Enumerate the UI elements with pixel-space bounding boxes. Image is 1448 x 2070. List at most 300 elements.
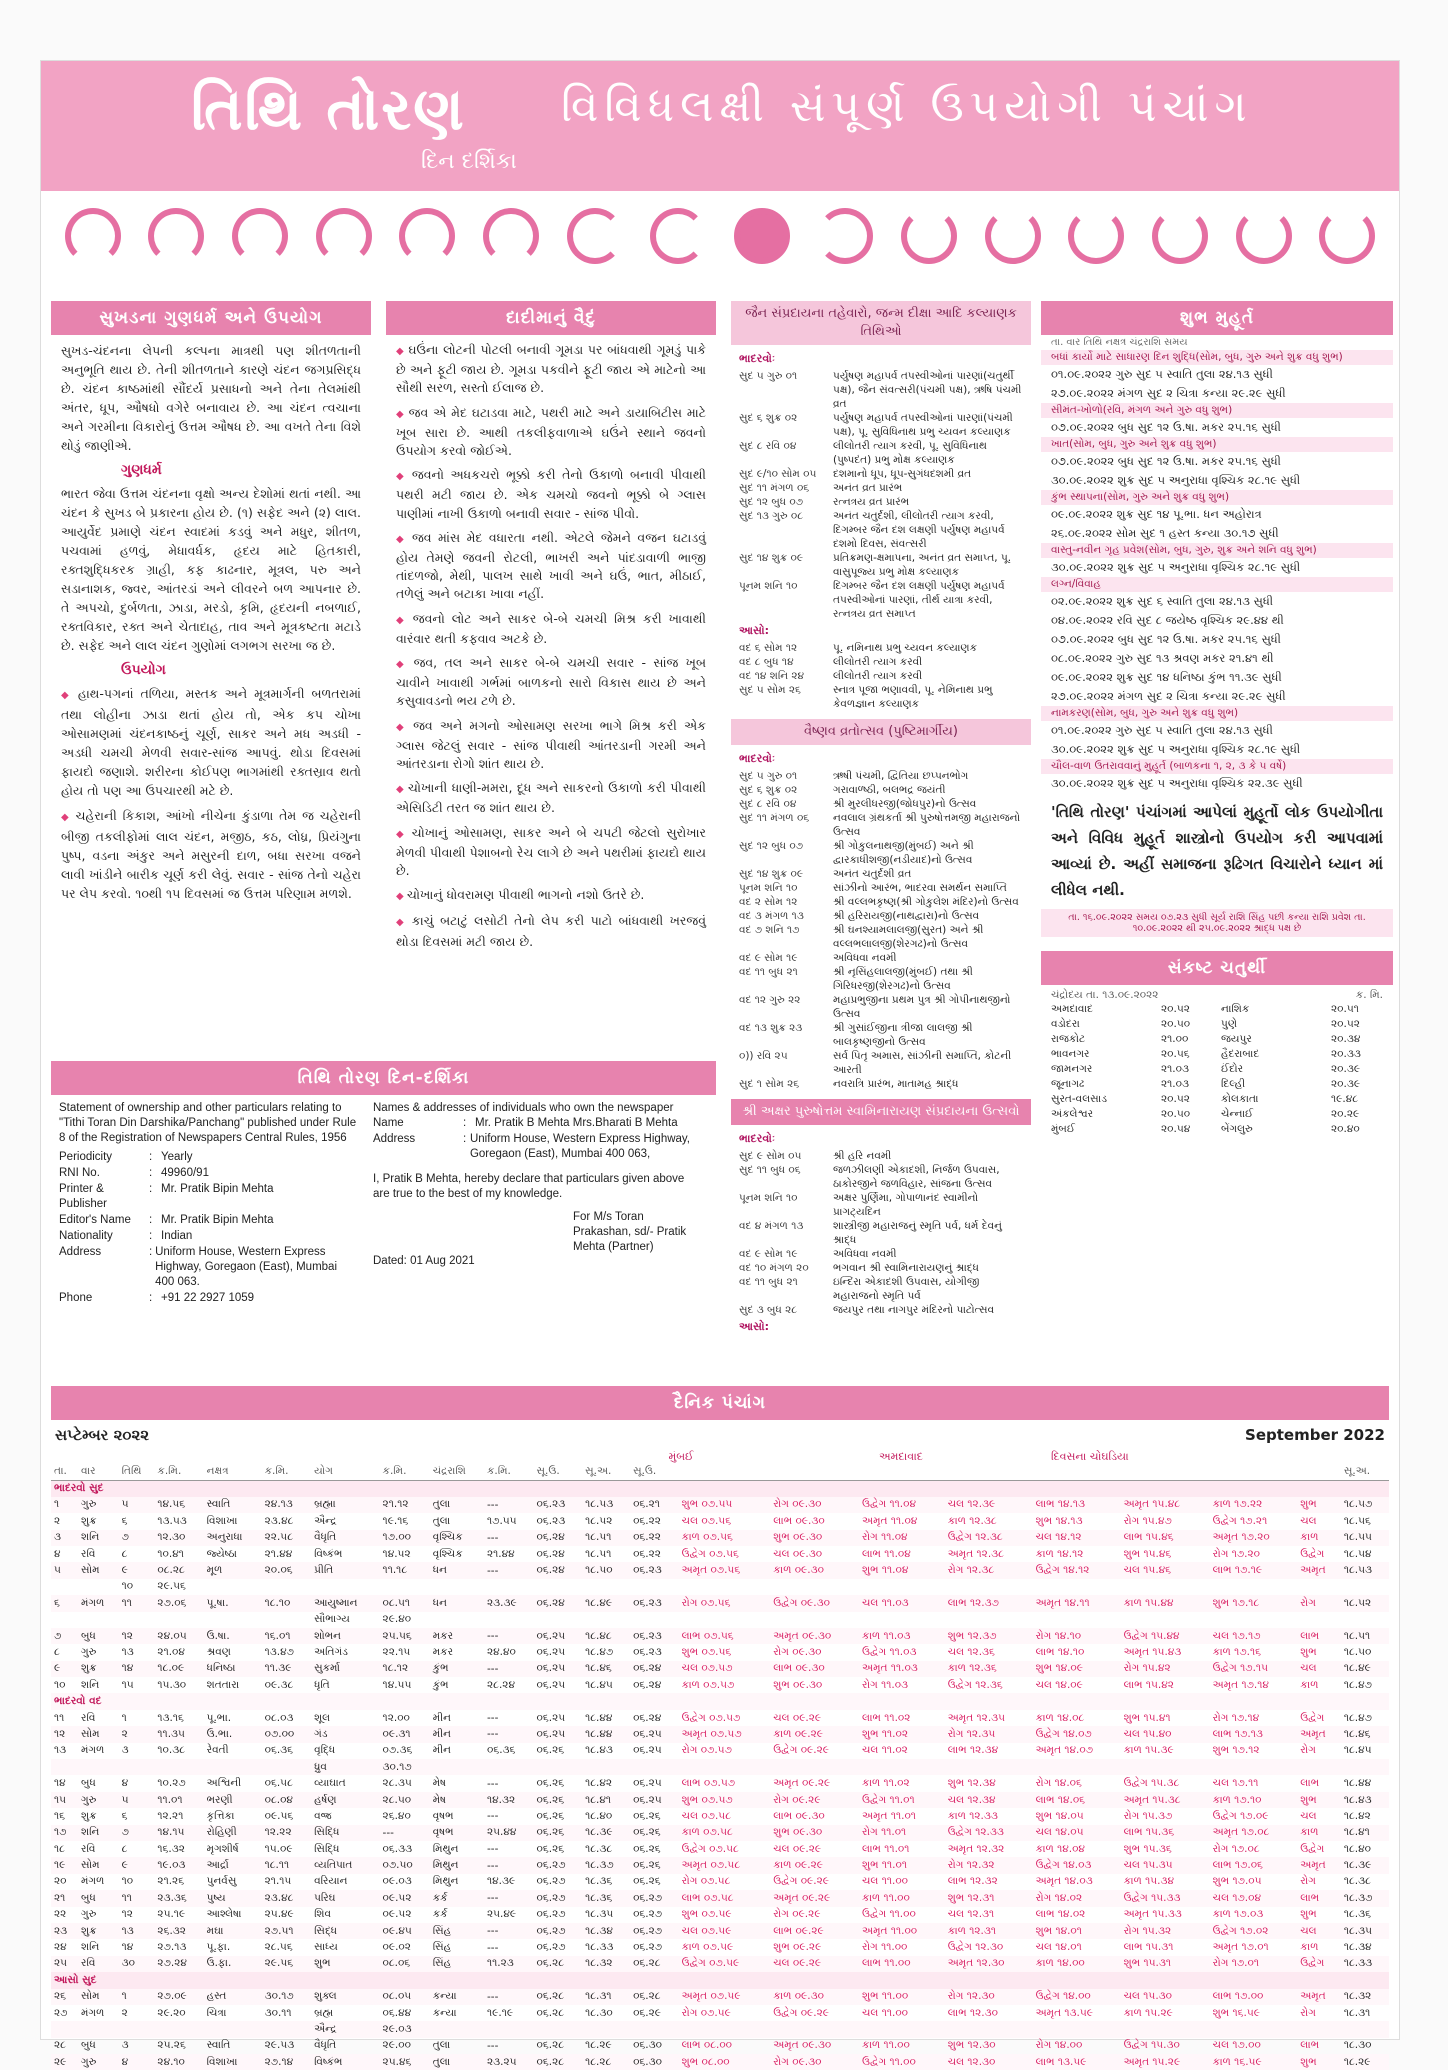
table-cell: શનિ: [81, 1678, 100, 1691]
table-cell: લાભ: [1297, 1628, 1341, 1644]
month-label: ભાદરવોઃ: [739, 752, 776, 765]
moon-phase-icon: [232, 208, 288, 264]
table-cell: ૨૮.૫૦: [380, 1792, 430, 1808]
column-header: તિથિ: [121, 1465, 142, 1478]
festival-text: અવિધવા નવમી: [833, 1248, 897, 1260]
table-cell: ૯: [51, 1661, 78, 1677]
muhurat-row: ૦૨.૦૯.૨૦૨૨ શુક્ર સુદ ૬ સ્વાતિ તુલા ૨૪.૧૩ સુધી: [1051, 594, 1274, 608]
table-cell: તુલા: [432, 2039, 451, 2052]
table-cell: મીન: [430, 1726, 484, 1742]
table-cell: લાભ ૧૪.૦૨: [1035, 1908, 1086, 1921]
table-cell: ૨૧.૪૪: [264, 1547, 293, 1560]
table-cell: ૧૮.૪૨: [1343, 1809, 1371, 1822]
month-label: ભાદરવોઃ: [739, 352, 776, 365]
table-cell: ---: [484, 1661, 534, 1677]
table-cell: [630, 2021, 679, 2037]
table-cell: લાભ ૦૯.૨૯: [770, 1923, 859, 1939]
table-cell: ઉદ્વેગ ૧૪.૦૭: [1033, 1726, 1121, 1742]
table-cell: લાભ ૦૮.૦૦: [681, 2039, 732, 2052]
table-cell: ૦૬.૨૪: [633, 1711, 662, 1724]
table-cell: ૦૬.૨૨: [633, 1547, 661, 1560]
table-cell: [204, 1612, 262, 1628]
table-cell: ૦૬.૨૭: [633, 1941, 663, 1954]
table-cell: કાળ ૦૯.૨૯: [770, 1726, 859, 1742]
table-cell: રોગ ૧૨.૩૮: [945, 1562, 1033, 1578]
sankasht-row: [1051, 1017, 1383, 1032]
table-cell: મિથુન: [430, 1857, 484, 1873]
table-cell: લાભ ૧૭.૧૯: [1210, 1562, 1298, 1578]
table-cell: ગુરુ: [78, 2054, 119, 2070]
table-cell: કાળ ૧૧.૦૦: [859, 1890, 945, 1906]
table-cell: ૦૬.૨૬: [630, 1825, 679, 1841]
table-cell: ધ્રુવ: [311, 1759, 379, 1775]
table-cell: [1121, 1579, 1210, 1595]
table-cell: મેષ: [430, 1792, 484, 1808]
table-cell: ૦૮.૦૬: [380, 1956, 430, 1972]
table-cell: અમૃત: [1297, 1857, 1341, 1873]
statement-row: [59, 1166, 359, 1181]
table-cell: શુભ: [1300, 1908, 1317, 1921]
muhurat-row: ૦૮.૦૯.૨૦૨૨ ગુરુ સુદ ૧૩ શ્રવણ મકર ૨૧.૪૧ થી: [1051, 651, 1274, 665]
statement-colon: :: [149, 1167, 153, 1179]
table-cell: ઉદ્વેગ ૧૭.૦૯: [1212, 1809, 1269, 1822]
table-cell: [534, 2021, 583, 2037]
table-cell: ચલ ૧૨.૩૪: [945, 1792, 1033, 1808]
remedy-item: ◆ જવ એ મેદ ઘટાડવા માટે, પથરી માટે અને ડાયાબિટીસ માટે ખૂબ સારા છે. આથી તકલીફવાળાએ ઘઉંને સ્થાને જવનો ઉપયોગ કરવો જોઈએ.: [396, 404, 706, 461]
festival-date: સુદ ૧૧ મંગળ ૦૬: [739, 482, 810, 494]
table-cell: ૦૬.૨૭: [536, 1908, 566, 1921]
table-cell: રોગ ૧૪.૦૬: [1035, 1777, 1082, 1790]
sankasht-row: [1051, 1062, 1383, 1077]
table-row: [51, 2005, 1389, 2021]
table-cell: ૧૮.૪૯: [1341, 1661, 1389, 1677]
column-header: યોગ: [314, 1465, 333, 1478]
table-cell: ઉ.ભા.: [204, 1726, 262, 1742]
table-cell: ૨૨: [54, 1908, 67, 1921]
table-cell: ૧: [51, 1497, 78, 1513]
remedy-item: ◆ જવનો અધકચરો ભૂક્કો કરી તેનો ઉકાળો બનાવી પીવાથી પથરી મટી જાય છે. એક ચમચો જવનો ભૂક્કો બે ગ્લાસ પાણીમાં નાખી ઉકાળો બનાવી સવાર - સાંજ પીવો.: [396, 466, 706, 523]
table-cell: બુધ: [81, 1777, 96, 1790]
table-cell: ૨૮.૩૫: [382, 1777, 412, 1790]
table-cell: ૧૮.૪૯: [582, 1595, 630, 1611]
table-cell: ૦૭.૫૦: [380, 1857, 430, 1873]
table-cell: ૧૪.૩૯: [487, 1875, 516, 1888]
table-cell: ---: [484, 1497, 534, 1513]
table-cell: ---: [484, 1989, 534, 2005]
table-cell: ૨૫.૧૯: [157, 1908, 186, 1921]
sankasht-cell: ૨૦.૩૪: [1331, 1033, 1361, 1045]
sankasht-cell: ૨૦.૫૦: [1161, 1018, 1191, 1030]
table-cell: અમૃત ૧૭.૦૧: [1212, 1941, 1269, 1954]
festival-row: [739, 797, 1023, 811]
table-cell: ૧૮.૫૧: [585, 1547, 612, 1560]
table-cell: ચલ ૧૪.૦૧: [1035, 1941, 1082, 1954]
festival-date: સુદ ૧૧ મંગળ ૦૬: [739, 812, 810, 824]
column-header: તા.: [54, 1465, 67, 1478]
table-cell: ૧૮: [54, 1842, 65, 1855]
table-cell: ઉદ્વેગ ૧૧.૦૧: [859, 1792, 945, 1808]
month-label: આસો:: [739, 1320, 770, 1333]
table-cell: અમૃત ૦૯.૩૦: [773, 2039, 832, 2052]
table-cell: ગુરુ: [81, 1645, 97, 1658]
table-cell: રવિ: [81, 1842, 96, 1855]
table-cell: શુભ ૧૨.૩૧: [945, 1890, 1033, 1906]
table-cell: [630, 1612, 679, 1628]
table-cell: ઉદ્વેગ ૧૨.૩૬: [947, 1678, 1003, 1691]
table-row: [51, 1939, 1389, 1955]
table-cell: [582, 1612, 630, 1628]
statement-title: તિથિ તોરણ દિન-દર્શિકા: [51, 1061, 716, 1095]
table-cell: ---: [484, 1857, 534, 1873]
table-cell: [859, 1612, 945, 1628]
table-cell: કાળ ૧૨.૩૮: [947, 1514, 997, 1527]
table-cell: ---: [487, 1941, 499, 1954]
festival-row: [739, 1275, 1023, 1303]
table-cell: રોગ ૧૫.૩૨: [1121, 1923, 1210, 1939]
table-cell: ૧: [119, 1989, 155, 2005]
table-cell: લાભ ૧૨.૩૭: [945, 1595, 1033, 1611]
owners-intro: Names & addresses of individuals who own the newspaper: [373, 1102, 674, 1114]
festival-text: મહાપ્રભુજીના પ્રથમ પુત્ર શ્રી ગોપીનાથજીનો ઉત્સવ: [833, 994, 1011, 1020]
table-cell: ૧૮.૩૯: [1341, 1857, 1389, 1873]
muhurat-category: બધાં કાર્યો માટે સાધારણ દિન શુદ્ધિ(સોમ, બુધ, ગુરુ અને શુક્ર વધુ શુભ): [1041, 350, 1393, 365]
table-cell: ૧૮.૧૨: [380, 1661, 430, 1677]
statement-row: [59, 1291, 359, 1306]
table-cell: ૦૬.૨૭: [536, 1941, 566, 1954]
statement-colon: :: [463, 1117, 467, 1129]
sukhad-intro: સુખડ-ચંદનના લેપની કલ્પના માત્રથી પણ શીતળતાની અનુભૂતિ થાય છે. તેની શીતળતાને કારણે ચંદન જગપ્રસિદ્ધ છે. ચંદન કાષ્ઠમાંથી સૌંદર્ય પ્રસાધનો અને તેના તેલમાંથી અંતર, ધૂપ, ઔષધો વગેરે બનાવાય છે. આ ચંદન ત્વચાના અને ગરમીના વિકારોનું ઉત્તમ ઔષધ છે. આ વખતે તેના વિશે થોડું જાણીએ.: [61, 343, 361, 453]
table-cell: ચલ ૦૯.૨૯: [773, 1711, 822, 1724]
sankasht-head: ચંદ્રોદય તા. ૧૩.૦૯.૨૦૨૨: [1051, 989, 1159, 1001]
table-cell: રોહિણી: [204, 1825, 262, 1841]
table-cell: હસ્ત: [204, 1989, 262, 2005]
festival-text: શ્રી હરિ નવમી: [833, 1150, 892, 1162]
table-cell: ૧૫: [121, 1678, 134, 1691]
table-cell: ૧૧: [119, 1595, 155, 1611]
table-row: [51, 1677, 1389, 1693]
table-cell: શુભ ૧૪.૦૫: [1035, 1809, 1084, 1822]
festival-date: પૂનમ શનિ ૧૦: [739, 882, 798, 894]
table-cell: ઉદ્વેગ ૦૭.૫૬: [681, 1547, 739, 1560]
table-cell: ૦૬.૨૬: [534, 1825, 583, 1841]
table-cell: ---: [484, 1530, 534, 1546]
muhurat-row: ૩૦.૦૯.૨૦૨૨ શુક્ર સુદ ૫ અનુરાધા વૃશ્ચિક ૨૨.૩૯ સુધી: [1051, 776, 1303, 790]
muhurat-row: ૦૭.૦૯.૨૦૨૨ બુધ સુદ ૧૨ ઉ.ષા. મકર ૨૫.૧૬ સુધી: [1051, 454, 1281, 468]
column-header: સૂ.ઉ.: [536, 1465, 560, 1478]
table-cell: સાધ્ય: [314, 1941, 338, 1954]
table-cell: [119, 1612, 155, 1628]
table-cell: ઉદ્વેગ ૧૪.૦૩: [1033, 1857, 1121, 1873]
muhurat-title: શુભ મુહૂર્ત: [1041, 301, 1393, 335]
table-cell: કાળ: [1300, 1941, 1319, 1954]
table-cell: [582, 2021, 630, 2037]
table-cell: વૈધૃતિ: [311, 1530, 379, 1546]
table-cell: ૨૯.૨૦: [157, 2006, 186, 2019]
moon-phase-icon: [650, 208, 706, 264]
moon-phase-icon: [985, 208, 1041, 264]
table-cell: ઉદ્વેગ ૧૭.૧૫: [1210, 1661, 1298, 1677]
table-cell: ૧૮.૪૩: [585, 1744, 613, 1757]
table-cell: ૫: [51, 1562, 78, 1578]
festival-row: [739, 993, 1023, 1021]
muhurat-row: ૩૦.૦૯.૨૦૨૨ શુક્ર સુદ ૫ અનુરાધા વૃશ્ચિક ૨૮.૧૯ સુધી: [1051, 742, 1301, 756]
table-cell: લાભ: [1297, 1890, 1341, 1906]
table-cell: કાળ ૧૫.૩૯: [1123, 1744, 1174, 1757]
table-cell: ૮: [121, 1547, 128, 1560]
table-cell: અમૃત ૧૪.૦૭: [1035, 1744, 1094, 1757]
table-cell: ૧૪.૫૬: [154, 1497, 203, 1513]
table-row: [51, 2054, 1389, 2070]
table-cell: કુંભ: [430, 1661, 484, 1677]
table-cell: ૧૦: [121, 1875, 134, 1888]
table-cell: ૧૮.૪૧: [1341, 1825, 1389, 1841]
table-cell: ૨૭.૨૪: [154, 1956, 203, 1972]
sankasht-cell: ૨૦.૫૨: [1161, 1003, 1190, 1015]
table-cell: [1210, 1759, 1298, 1775]
table-cell: શુભ ૦૯.૩૦: [773, 1678, 823, 1691]
muhurat-row: ૦૪.૦૯.૨૦૨૨ રવિ સુદ ૮ જયેષ્ઠ વૃશ્ચિક ૨૯.૪૪ થી: [1051, 613, 1284, 627]
chog-head: દિવસના ચોઘડિયા: [1051, 1450, 1129, 1463]
statement-value: Indian: [161, 1230, 193, 1242]
table-cell: શુભ ૧૫.૩૬: [1123, 1842, 1172, 1855]
festival-text: લીલોતરી ત્યાગ કરવી: [833, 656, 923, 668]
table-cell: રોગ ૧૫.૪૨: [1121, 1661, 1210, 1677]
festival-date: વદ ૧૩ શુક્ર ૨૩: [739, 1022, 803, 1034]
table-cell: મિથુન: [432, 1875, 459, 1888]
table-cell: [679, 1579, 771, 1595]
table-cell: ૧૬.૩૨: [157, 1842, 185, 1855]
table-cell: રોગ ૦૯.૨૯: [773, 1908, 821, 1921]
table-cell: શુભ ૦૯.૩૦: [770, 1825, 859, 1841]
table-cell: શુભ: [1297, 2054, 1341, 2070]
table-cell: કાળ ૧૭.૦૩: [1212, 1908, 1264, 1921]
table-cell: વિષ્કંભ: [311, 2054, 379, 2070]
column-header: [1121, 1464, 1210, 1480]
festival-row: [739, 951, 1023, 965]
table-row: [51, 1857, 1389, 1873]
table-cell: ૧૫: [51, 1792, 78, 1808]
table-cell: શુભ ૧૪.૦૯: [1033, 1661, 1121, 1677]
table-cell: આયુષ્માન: [311, 1595, 379, 1611]
table-row: [51, 1743, 1389, 1759]
table-cell: ૪: [119, 2054, 155, 2070]
table-cell: અમૃત ૦૯.૨૯: [770, 1890, 859, 1906]
table-cell: ચલ ૧૨.૩૯: [945, 1497, 1033, 1513]
statement-intro: Statement of ownership and other particulars relating to "Tithi Toran Din Darshika/Panchang" published under Rule 8 of the Registration of Newspapers Central Rules, 1956: [59, 1102, 357, 1144]
table-cell: [204, 1579, 262, 1595]
table-cell: ૦૯.૪૫: [380, 1923, 430, 1939]
table-cell: વજ્ર: [314, 1809, 332, 1822]
table-cell: કન્યા: [432, 2006, 457, 2019]
table-cell: ૧૪.૩૨: [484, 1792, 534, 1808]
festival-text: ઋષી પંચમી, દ્વિતિયા છપ્પનભોગ: [833, 770, 969, 782]
table-cell: લાભ ૧૪.૦૬: [1033, 1792, 1121, 1808]
festival-text: શ્રી નૃસિંહલાલજી(મુંબઈ) તથા શ્રી ગિરિધરજી(શેરગઢ)નો ઉત્સવ: [833, 966, 973, 992]
table-cell: ૧૮.૨૯: [585, 2039, 612, 2052]
upayog-heading: ઉપયોગ: [121, 662, 166, 678]
festival-text: અનંત ચતુર્દશી વ્રત: [833, 868, 912, 880]
table-cell: [51, 1612, 78, 1628]
table-cell: ૦૬.૨૫: [630, 1792, 679, 1808]
table-cell: [770, 1759, 859, 1775]
festival-date: સુદ ૬ શુક્ર ૦૨: [739, 412, 798, 424]
table-cell: ધન: [430, 1595, 484, 1611]
table-cell: વૃશ્ચિક: [432, 1547, 463, 1560]
table-cell: ૧૪: [119, 1661, 155, 1677]
festival-text: અક્ષર પુર્ણિમા, ગોપાળાનંદ સ્વામીનો પ્રાગટ્યદિન: [833, 1192, 979, 1218]
table-cell: ૦૬.૨૨: [633, 1514, 661, 1527]
table-cell: ઉદ્વેગ ૧૧.૦૪: [859, 1497, 945, 1513]
table-cell: ૧૮.૩૦: [1343, 2039, 1372, 2052]
table-cell: કાળ ૧૪.૦૮: [1035, 1711, 1085, 1724]
table-cell: ૧૮.૪૭: [1343, 1678, 1372, 1691]
table-cell: ૦૬.૨૬: [536, 1777, 565, 1790]
table-cell: શતતારા: [206, 1678, 240, 1691]
festival-text: પ્રતિક્રમણ-ક્ષમાપના, અનંત વ્રત સમાપ્ત, પૂ. વાસુપૂજ્ય પ્રભુ મોક્ષ કલ્યાણક: [833, 552, 1012, 578]
table-cell: ૧૪.૫૨: [382, 1547, 411, 1560]
table-cell: [484, 1579, 534, 1595]
table-cell: સિદ્ધ: [311, 1923, 379, 1939]
dated: Dated: 01 Aug 2021: [373, 1255, 475, 1267]
table-cell: ૧૦.૪૧: [157, 1547, 184, 1560]
table-cell: તુલા: [432, 1514, 451, 1527]
table-cell: ૧૫.૩૦: [157, 1678, 187, 1691]
table-cell: [859, 1579, 945, 1595]
festival-row: [739, 579, 1023, 621]
table-cell: ૦૬.૨૭: [630, 1890, 679, 1906]
table-cell: અમૃત ૧૫.૨૯: [1121, 2054, 1210, 2070]
table-cell: લાભ ૧૭.૧૩: [1210, 1726, 1298, 1742]
table-cell: [630, 1759, 679, 1775]
muhurat-footnote: તા. ૧૬.૦૯.૨૦૨૨ સમય ૦૭.૨૩ સુધી સૂર્ય રાશિ સિંહ પછી કન્યા રાશિ પ્રવેશ તા. ૧૦.૦૯.૨૦૨૨ થી ૨૫.૦૯.૨૦૨૨ શ્રાદ્ધ પક્ષ છે: [1041, 909, 1393, 937]
table-cell: લાભ: [1300, 2039, 1320, 2052]
festival-date: વદ ૧૪ શનિ ૨૪: [739, 670, 805, 682]
table-cell: ૦૬.૨૬: [536, 1744, 565, 1757]
table-cell: ૦૬.૨૫: [536, 1711, 566, 1724]
table-cell: શુભ ૦૭.૫૬: [681, 1645, 732, 1658]
table-cell: ૧૯.૦૩: [154, 1857, 203, 1873]
festival-text: નવરાત્રિ પ્રારંભ, માતામહ શ્રાદ્ધ: [833, 1078, 959, 1090]
table-cell: સુકર્મા: [311, 1661, 379, 1677]
table-cell: ૧૪.૫૫: [382, 1678, 412, 1691]
table-cell: ૧૧.૨૩: [484, 1956, 534, 1972]
table-cell: ૩૦.૧૭: [380, 1759, 430, 1775]
table-cell: ૯: [119, 1857, 155, 1873]
table-cell: ૬: [121, 1809, 128, 1822]
table-cell: રેવતી: [206, 1744, 229, 1757]
table-cell: ૧૮.૩૪: [1343, 1941, 1372, 1954]
table-cell: ચલ ૦૭.૫૬: [681, 1514, 732, 1527]
table-cell: ઐન્દ્ર: [314, 1514, 337, 1527]
statement-key: Nationality: [59, 1230, 113, 1242]
table-cell: રોગ ૦૯.૩૦: [773, 1645, 822, 1658]
table-row: [51, 1907, 1389, 1923]
festival-row: [739, 1163, 1023, 1191]
table-cell: વિશાખા: [204, 2054, 262, 2070]
table-cell: રોગ ૧૭.૦૧: [1210, 1956, 1298, 1972]
table-cell: ૮: [54, 1645, 60, 1658]
table-cell: ચલ ૧૧.૦૩: [859, 1595, 945, 1611]
table-cell: [1121, 2021, 1210, 2037]
festival-row: [739, 655, 1023, 669]
table-cell: ઉદ્વેગ ૧૪.૦૦: [1033, 1989, 1121, 2005]
table-cell: ૦૭.૩૬: [382, 1744, 413, 1757]
sankasht-cell: રાજકોટ: [1051, 1033, 1086, 1045]
table-cell: ૧૨: [51, 1726, 78, 1742]
table-cell: [859, 1759, 945, 1775]
festival-date: સુદ ૧૨ બુધ ૦૭: [739, 840, 804, 852]
table-cell: ૦૬.૨૭: [534, 1890, 583, 1906]
table-cell: શુક્ર: [78, 1661, 119, 1677]
table-cell: [1210, 1612, 1298, 1628]
table-cell: પૂ.ષા.: [204, 1595, 262, 1611]
table-cell: વ્યતિપાત: [311, 1857, 379, 1873]
table-cell: ૦૬.૨૬: [633, 1875, 661, 1888]
table-cell: ૦૮.૨૮: [154, 1562, 203, 1578]
table-cell: સિદ્ધિ: [314, 1842, 340, 1855]
table-cell: ગુરુ: [78, 1497, 119, 1513]
table-cell: ૨૭.૦૯: [154, 1989, 203, 2005]
moon-phase-icon: [1236, 208, 1292, 264]
table-cell: ---: [487, 1712, 499, 1725]
table-cell: ઉદ્વેગ ૦૯.૨૯: [773, 1875, 829, 1888]
table-cell: અમૃત: [1297, 1726, 1341, 1742]
moon-phase-icon: [817, 208, 873, 264]
table-cell: ૧૯.૧૬: [382, 1514, 409, 1527]
table-cell: ૨૧.૨૬: [157, 1875, 185, 1888]
table-cell: મીન: [432, 1744, 452, 1757]
table-cell: ઉદ્વેગ ૦૯.૨૯: [773, 1744, 829, 1757]
table-cell: [430, 2021, 484, 2037]
table-cell: ૧૩.૪૭: [264, 1645, 294, 1658]
table-cell: ૨૯.૦૩: [380, 2021, 430, 2037]
table-cell: તુલા: [430, 1497, 484, 1513]
table-cell: અમૃત ૧૭.૨૦: [1210, 1530, 1298, 1546]
paksha-row: [51, 1972, 1389, 1988]
table-cell: ૧૮.૩૧: [1343, 2006, 1371, 2019]
table-cell: ચલ: [1300, 1809, 1317, 1822]
signature: For M/s Toran Prakashan, sd/- Pratik Mehta (Partner): [573, 1211, 687, 1253]
table-cell: પ્રીતિ: [311, 1562, 379, 1578]
table-cell: રોગ ૧૪.૦૦: [1035, 2039, 1083, 2052]
table-cell: ૦૬.૨૩: [536, 1514, 566, 1527]
table-cell: પરિઘ: [311, 1890, 379, 1906]
table-cell: ઉદ્વેગ ૧૫.૩૩: [1121, 1890, 1210, 1906]
table-cell: ૦૬.૨૬: [630, 1857, 679, 1873]
statement-value: Yearly: [161, 1151, 193, 1163]
festival-row: [739, 895, 1023, 909]
table-cell: લાભ ૦૭.૫૬: [679, 1628, 771, 1644]
table-cell: હર્ષણ: [311, 1792, 379, 1808]
statement-value: +91 22 2927 1059: [161, 1292, 255, 1304]
table-cell: રોગ: [1300, 1744, 1316, 1757]
table-cell: શુક્લ: [311, 1989, 379, 2005]
statement-key: Phone: [59, 1292, 93, 1304]
column-header: સૂ.અ.: [585, 1465, 612, 1478]
table-cell: રોગ ૦૯.૩૦: [770, 1497, 859, 1513]
table-cell: મીન: [432, 1711, 452, 1724]
table-cell: શુભ ૦૯.૩૦: [770, 1530, 859, 1546]
table-cell: [1297, 2021, 1341, 2037]
festival-date: સુદ ૧ સોમ ૨૬: [739, 1078, 800, 1090]
table-cell: ૦૬.૨૮: [534, 2054, 583, 2070]
sankasht-cell: ૨૦.૫૬: [1161, 1048, 1190, 1060]
table-cell: કાળ ૧૨.૩૩: [947, 1809, 998, 1822]
table-row: [51, 1530, 1389, 1546]
table-cell: ૦૬.૨૪: [633, 1678, 662, 1691]
table-cell: ઉદ્વેગ ૦૭.૫૮: [681, 1842, 739, 1855]
table-cell: ચલ: [1300, 1514, 1317, 1527]
